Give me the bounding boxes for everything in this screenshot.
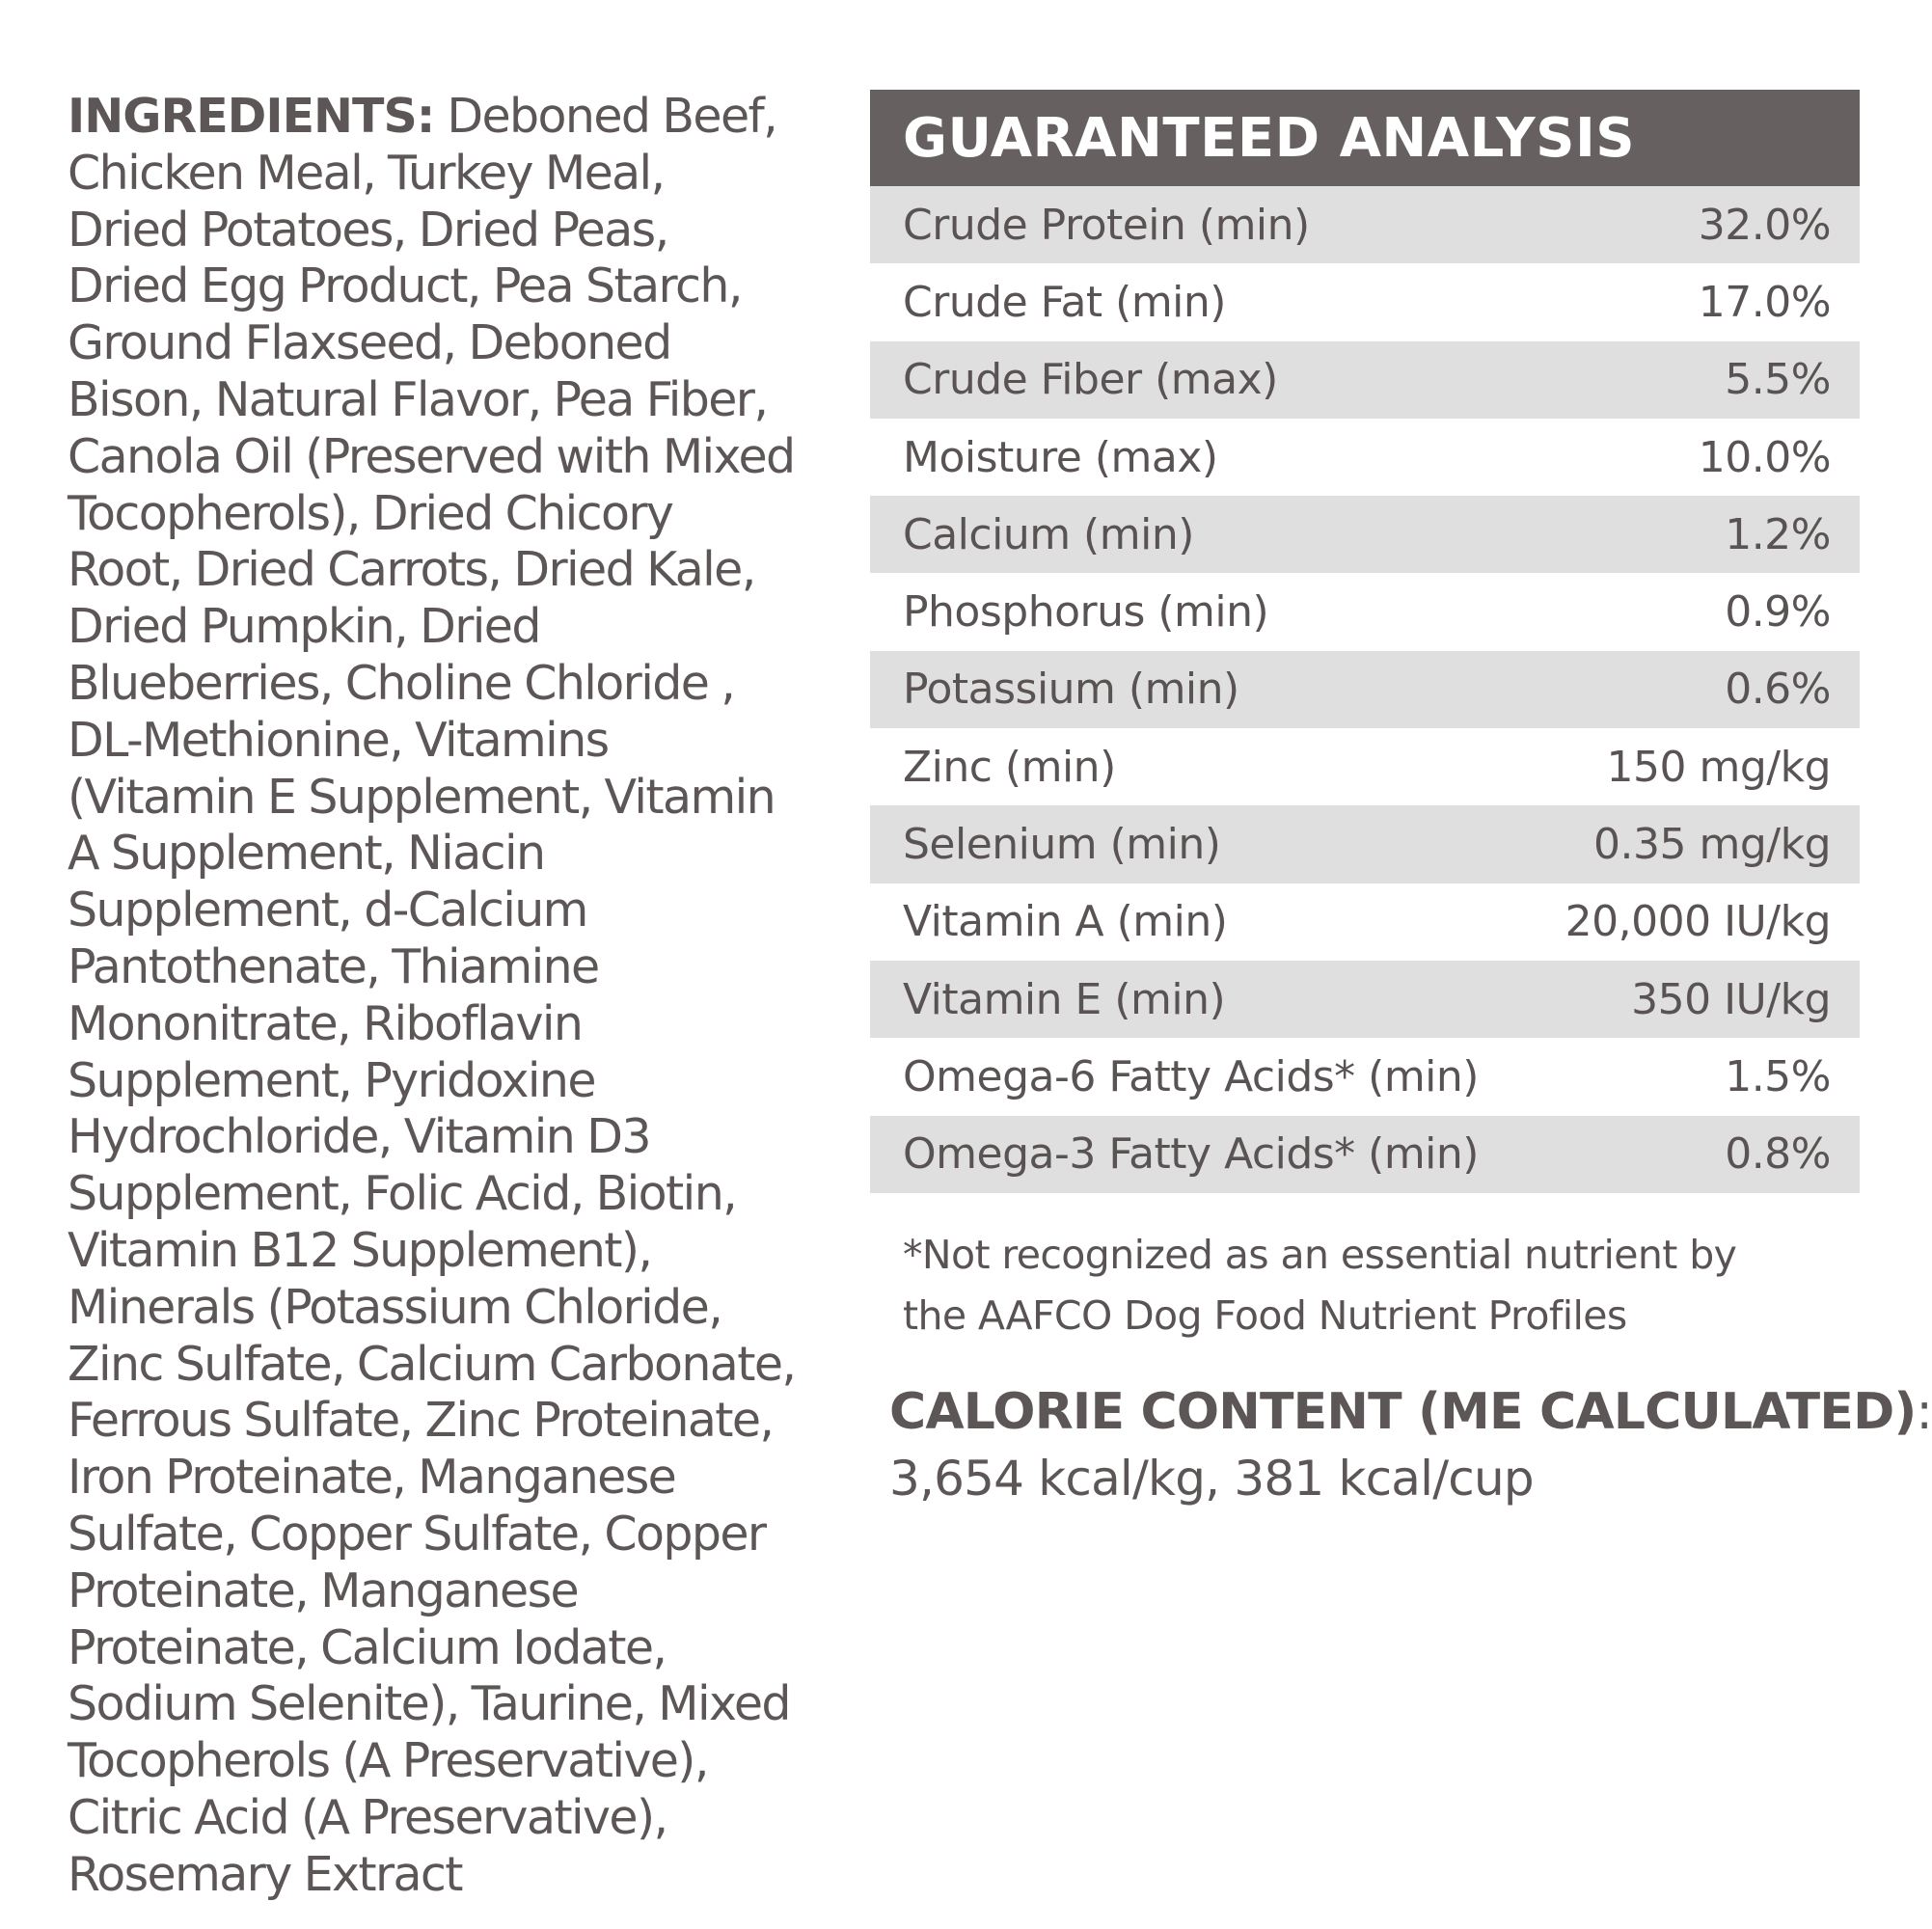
table-row [870, 883, 1860, 961]
nutrient-name: Potassium (min) [903, 665, 1239, 715]
nutrient-value: 0.8% [1725, 1129, 1831, 1180]
nutrient-name: Zinc (min) [903, 742, 1116, 792]
ingredients-block [68, 89, 797, 1904]
footnote-line-1: *Not recognized as an essential nutrient by [903, 1232, 1737, 1278]
guaranteed-analysis-header [870, 90, 1860, 186]
nutrient-name: Omega-3 Fatty Acids* (min) [903, 1129, 1479, 1180]
nutrient-value: 10.0% [1698, 432, 1831, 482]
nutrient-value: 0.35 mg/kg [1593, 820, 1831, 870]
table-row [870, 341, 1860, 419]
nutrient-value: 1.5% [1725, 1051, 1831, 1101]
table-row [870, 651, 1860, 728]
table-row [870, 728, 1860, 805]
nutrient-value: 0.9% [1725, 587, 1831, 638]
table-row [870, 1038, 1860, 1115]
footnote-line-2: the AAFCO Dog Food Nutrient Profiles [903, 1292, 1627, 1339]
table-row [870, 419, 1860, 496]
nutrient-value: 32.0% [1698, 200, 1831, 250]
ingredients-text: Deboned Beef, Chicken Meal, Turkey Meal, Dried Potatoes, Dried Peas, Dried Egg Product, Pea Starch, Ground Flaxseed, Deboned Bison, Natural Flavor, Pea Fiber, Canola Oil (Preserved with Mixed Tocopherols), Dried Chicory Root, Dried Carrots, Dried Kale, Dried Pumpkin, Dried Blueberries, Choline Chloride , DL-Methionine, Vitamins (Vitamin E Supplement, Vitamin A Supplement, Niacin Supplement, d-Calcium Pantothenate, Thiamine Mononitrate, Riboflavin Supplement, Pyridoxine Hydrochloride, Vitamin D3 Supplement, Folic Acid, Biotin, Vitamin B12 Supplement), Minerals (Potassium Chloride, Zinc Sulfate, Calcium Carbonate, Ferrous Sulfate, Zinc Proteinate, Iron Proteinate, Manganese Sulfate, Copper Sulfate, Copper Proteinate, Manganese Proteinate, Calcium Iodate, Sodium Selenite), Taurine, Mixed Tocopherols (A Preservative), Citric Acid (A Preservative), Rosemary Extract [68, 89, 796, 1902]
nutrient-value: 0.6% [1725, 665, 1831, 715]
ingredients-label: INGREDIENTS: [68, 89, 435, 144]
calorie-content-value: 3,654 kcal/kg, 381 kcal/cup [889, 1451, 1534, 1507]
footnote [903, 1225, 1829, 1346]
nutrient-name: Moisture (max) [903, 432, 1218, 482]
table-row [870, 263, 1860, 340]
nutrient-value: 150 mg/kg [1606, 742, 1831, 792]
calorie-content-title: CALORIE CONTENT (ME CALCULATED) [889, 1383, 1917, 1441]
table-row [870, 186, 1860, 263]
nutrient-name: Phosphorus (min) [903, 587, 1269, 638]
guaranteed-analysis-title: GUARANTEED ANALYSIS [903, 106, 1636, 170]
nutrient-name: Crude Protein (min) [903, 200, 1310, 250]
table-row [870, 805, 1860, 883]
nutrient-value: 1.2% [1725, 509, 1831, 559]
nutrient-name: Crude Fiber (max) [903, 355, 1278, 405]
nutrient-name: Omega-6 Fatty Acids* (min) [903, 1051, 1479, 1101]
guaranteed-analysis-table [870, 90, 1860, 1193]
nutrient-name: Crude Fat (min) [903, 277, 1226, 327]
table-row [870, 573, 1860, 650]
nutrient-name: Vitamin E (min) [903, 974, 1226, 1024]
calorie-content [889, 1379, 1932, 1512]
nutrient-value: 5.5% [1725, 355, 1831, 405]
table-row [870, 496, 1860, 573]
calorie-content-heading [889, 1379, 1932, 1445]
calorie-content-colon: : [1916, 1383, 1932, 1441]
table-row [870, 1116, 1860, 1193]
table-row [870, 961, 1860, 1038]
nutrient-name: Calcium (min) [903, 509, 1194, 559]
nutrient-name: Selenium (min) [903, 820, 1221, 870]
nutrient-value: 350 IU/kg [1631, 974, 1831, 1024]
nutrient-value: 20,000 IU/kg [1565, 897, 1831, 947]
nutrient-name: Vitamin A (min) [903, 897, 1228, 947]
nutrient-value: 17.0% [1698, 277, 1831, 327]
